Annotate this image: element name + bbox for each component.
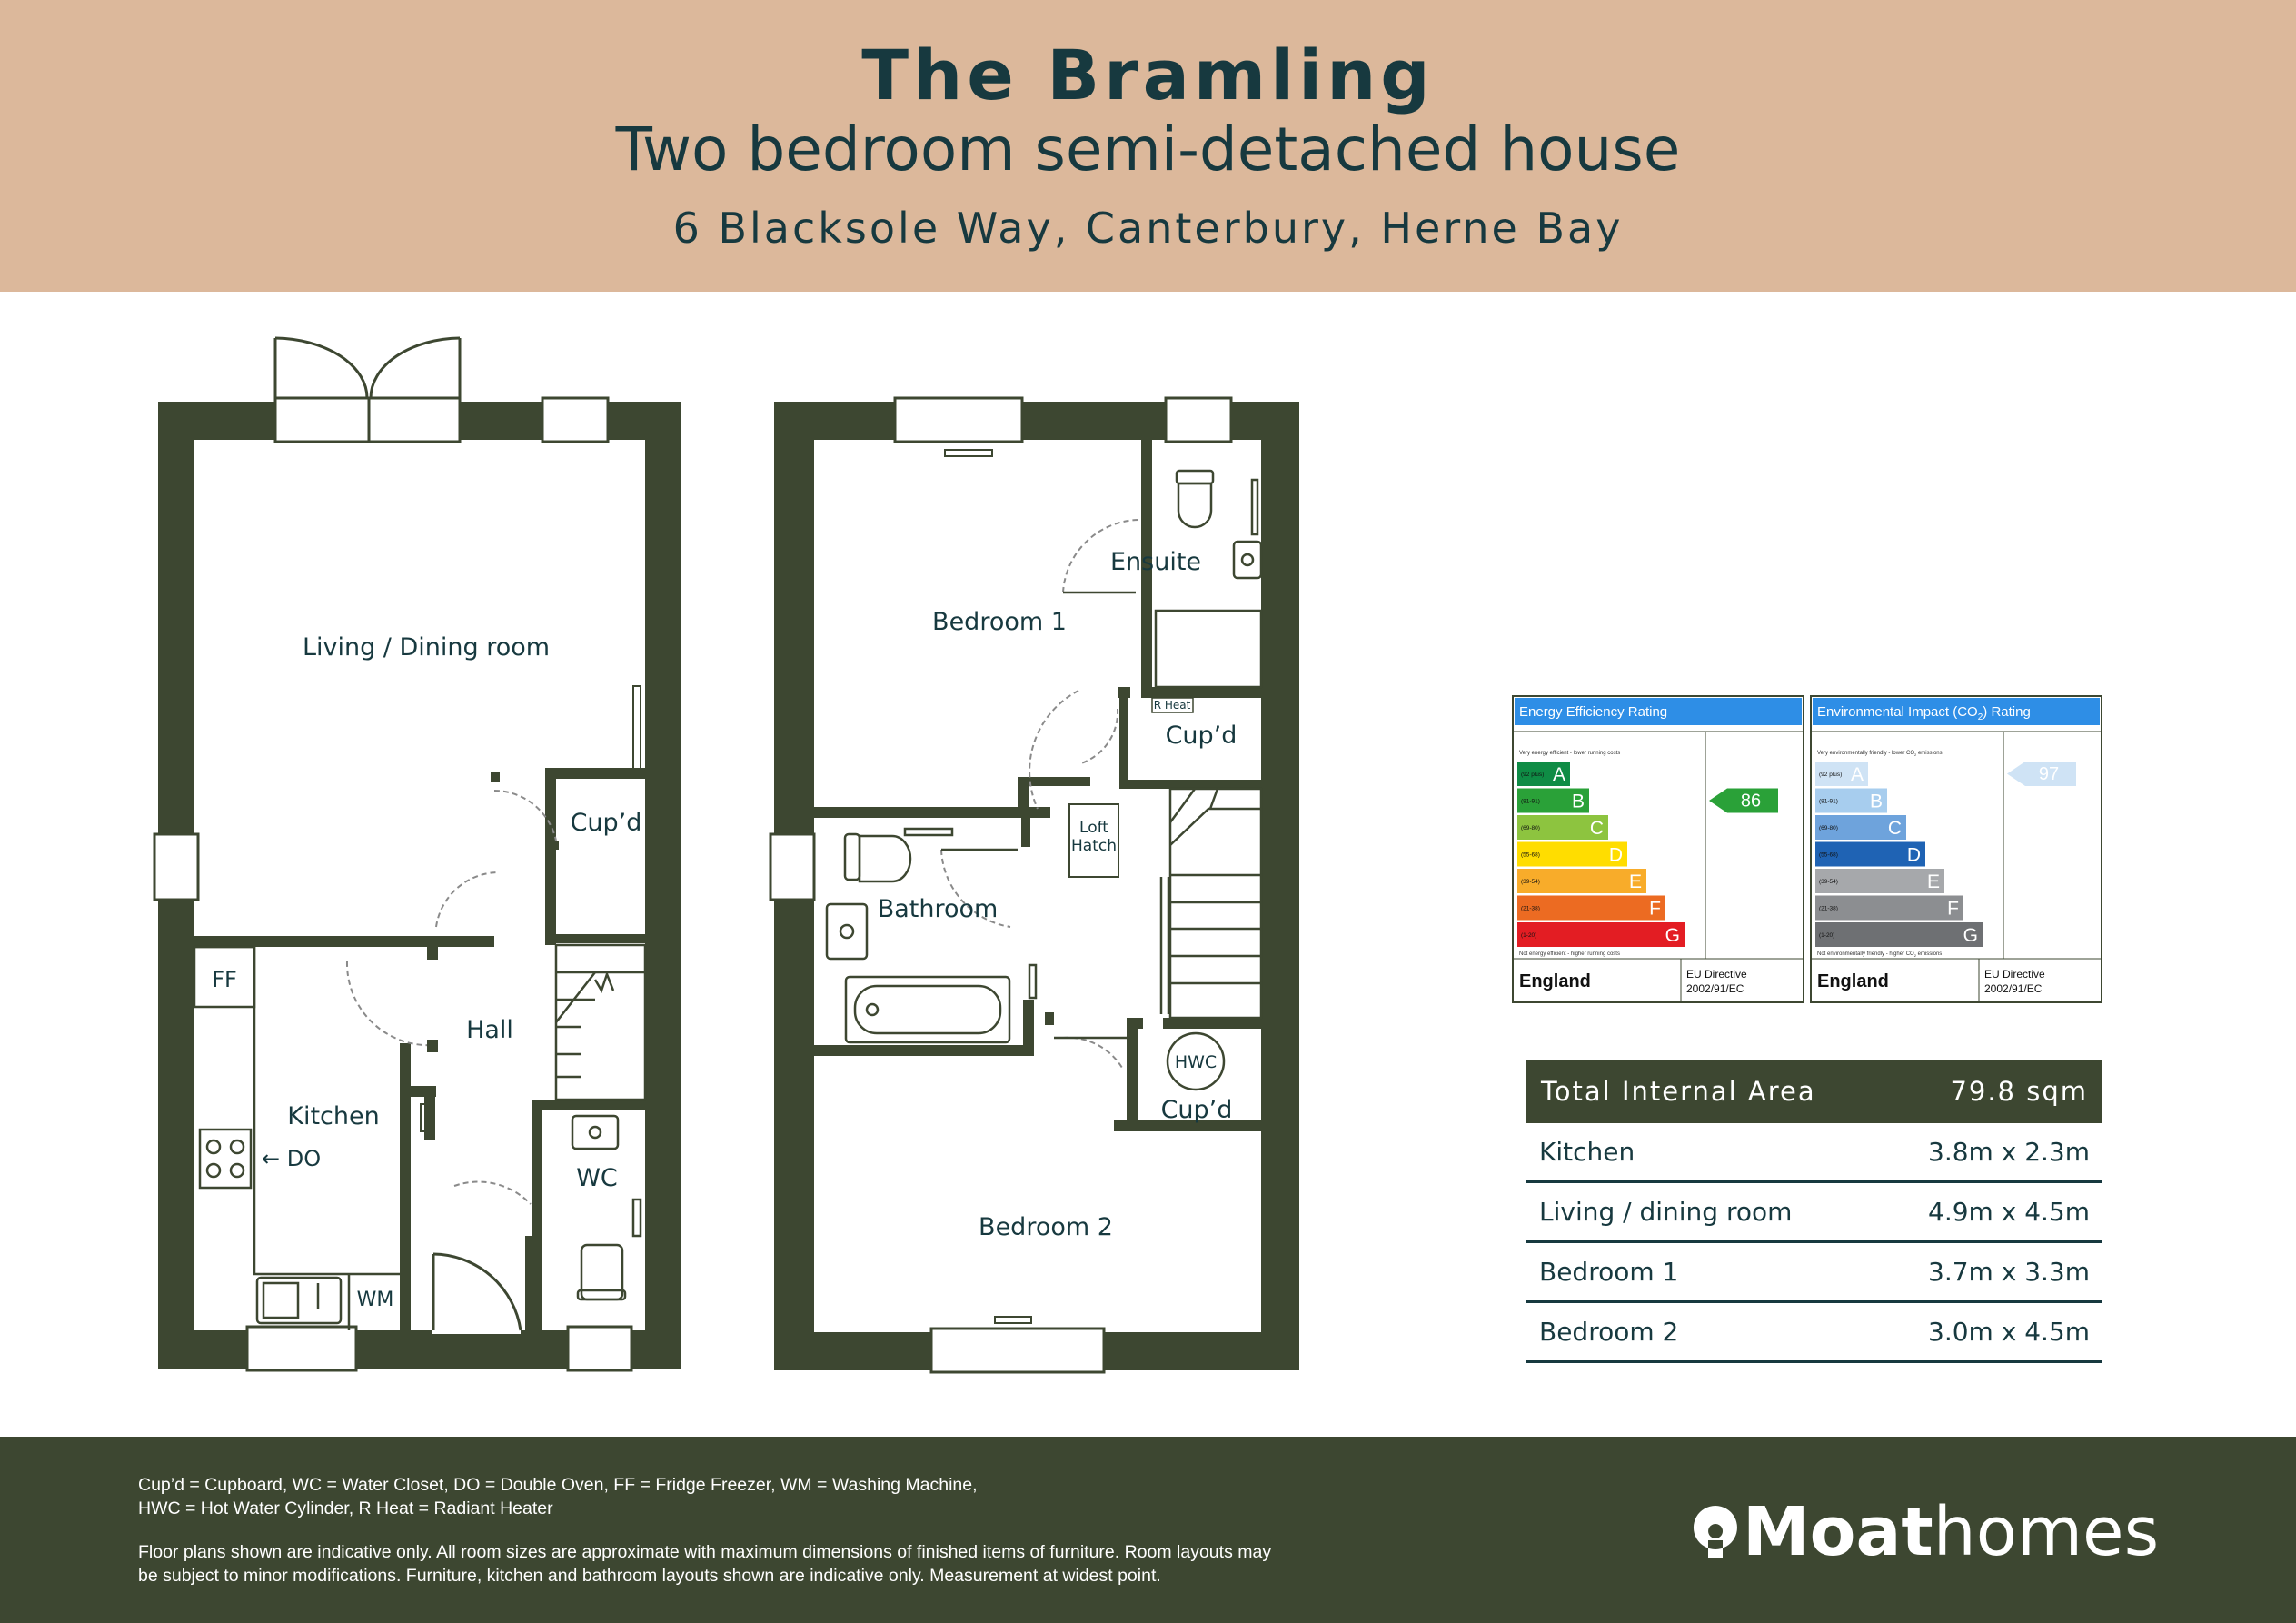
epc-band-range: (39-54) bbox=[1521, 879, 1540, 885]
env-directive1: EU Directive bbox=[1984, 968, 2045, 981]
energy-top-note: Very energy efficient - lower running costs bbox=[1519, 751, 1621, 756]
moat-logo-icon bbox=[1688, 1500, 1743, 1564]
epc-band-range: (1-20) bbox=[1819, 932, 1835, 939]
epc-band-range: (92 plus) bbox=[1521, 772, 1545, 778]
label-ff: FF bbox=[212, 967, 237, 992]
epc-band-letter: F bbox=[1649, 898, 1661, 920]
area-row-label: Kitchen bbox=[1539, 1137, 1635, 1167]
energy-bottom-note: Not energy efficient - higher running costs bbox=[1519, 951, 1620, 957]
epc-band-letter: A bbox=[1850, 764, 1864, 785]
epc-band-range: (21-38) bbox=[1819, 905, 1838, 912]
epc-rating-value: 86 bbox=[1740, 791, 1762, 812]
epc-band-range: (21-38) bbox=[1521, 905, 1540, 912]
epc-band-letter: B bbox=[1571, 791, 1585, 812]
abbreviation-legend bbox=[138, 1473, 1456, 1520]
area-row-label: Living / dining room bbox=[1539, 1197, 1793, 1227]
epc-band-g bbox=[1815, 922, 1983, 947]
brand-light: homes bbox=[1933, 1493, 2160, 1571]
epc-band-range: (1-20) bbox=[1521, 932, 1537, 939]
environmental-impact-chart bbox=[1811, 696, 2102, 1002]
label-bedroom2: Bedroom 2 bbox=[979, 1213, 1113, 1241]
epc-band-letter: C bbox=[1589, 818, 1604, 839]
env-directive2: 2002/91/EC bbox=[1984, 982, 2043, 995]
epc-band-letter: E bbox=[1628, 871, 1642, 892]
label-hwc: HWC bbox=[1174, 1052, 1218, 1072]
legend-line: HWC = Hot Water Cylinder, R Heat = Radiant Heater bbox=[138, 1499, 553, 1518]
epc-band-range: (55-68) bbox=[1521, 851, 1540, 859]
epc-band-letter: A bbox=[1552, 764, 1565, 785]
env-title: Environmental Impact $(CO_2)$ Rating bbox=[1817, 704, 2031, 722]
epc-band-range: (69-80) bbox=[1521, 825, 1540, 831]
area-total-row bbox=[1526, 1060, 2102, 1123]
label-bathroom: Bathroom bbox=[877, 895, 999, 923]
epc-band-letter: D bbox=[1906, 844, 1921, 866]
label-do: ← DO bbox=[262, 1146, 322, 1171]
epc-band-letter: C bbox=[1887, 818, 1902, 839]
epc-band-letter: F bbox=[1947, 898, 1959, 920]
label-cupd-bottom: Cup’d bbox=[1160, 1096, 1233, 1124]
epc-band-letter: B bbox=[1869, 791, 1883, 812]
epc-band-letter: D bbox=[1608, 844, 1623, 866]
moat-homes-logo bbox=[1688, 1491, 2159, 1573]
label-cupd-top: Cup’d bbox=[1165, 722, 1237, 750]
epc-band-range: (81-91) bbox=[1819, 798, 1838, 805]
energy-directive1: EU Directive bbox=[1686, 968, 1747, 981]
energy-directive2: 2002/91/EC bbox=[1686, 982, 1744, 995]
energy-title: Energy Efficiency Rating bbox=[1519, 704, 1668, 720]
epc-rating-value: 97 bbox=[2038, 764, 2060, 784]
energy-efficiency-chart bbox=[1513, 696, 1804, 1002]
area-row bbox=[1526, 1243, 2102, 1303]
label-kitchen: Kitchen bbox=[287, 1102, 380, 1130]
legend-line: Cup’d = Cupboard, WC = Water Closet, DO = Double Oven, FF = Fridge Freezer, WM = Washing Machine, bbox=[138, 1475, 978, 1495]
area-row-value: 4.9m x 4.5m bbox=[1928, 1197, 2090, 1227]
area-row-value: 3.8m x 2.3m bbox=[1928, 1137, 2090, 1167]
disclaimer-line: be subject to minor modifications. Furniture, kitchen and bathroom layouts shown are indicative only. Measurement at widest point. bbox=[138, 1566, 1161, 1586]
label-loft: Loft bbox=[1079, 819, 1108, 837]
label-hatch: Hatch bbox=[1071, 837, 1117, 855]
env-bottom-note: Not environmentally friendly - higher $CO_2$ emissions bbox=[1817, 951, 1943, 958]
epc-band-letter: E bbox=[1926, 871, 1940, 892]
area-row-label: Bedroom 1 bbox=[1539, 1257, 1679, 1287]
epc-band-range: (69-80) bbox=[1819, 825, 1838, 831]
area-row bbox=[1526, 1123, 2102, 1183]
brand-bold: Moat bbox=[1743, 1493, 1933, 1571]
energy-country: England bbox=[1519, 971, 1591, 991]
epc-band-range: (81-91) bbox=[1521, 798, 1540, 805]
label-bedroom1: Bedroom 1 bbox=[932, 608, 1067, 636]
page-subtitle: Two bedroom semi-detached house bbox=[615, 115, 1681, 184]
disclaimer-line: Floor plans shown are indicative only. All room sizes are approximate with maximum dimensions of finished items of furniture. Room layouts may bbox=[138, 1542, 1272, 1562]
label-wc: WC bbox=[576, 1164, 618, 1192]
label-living: Living / Dining room bbox=[302, 633, 551, 662]
footer bbox=[0, 1437, 2296, 1623]
property-address: 6 Blacksole Way, Canterbury, Herne Bay bbox=[672, 204, 1624, 253]
epc-band-letter: G bbox=[1963, 925, 1978, 946]
area-row-label: Bedroom 2 bbox=[1539, 1317, 1679, 1347]
label-wm: WM bbox=[356, 1289, 394, 1311]
epc-band-range: (39-54) bbox=[1819, 879, 1838, 885]
page-title: The Bramling bbox=[861, 35, 1435, 115]
label-cupd-ground: Cup’d bbox=[570, 809, 642, 837]
epc-band-range: (92 plus) bbox=[1819, 772, 1843, 778]
label-ensuite: Ensuite bbox=[1109, 548, 1202, 576]
area-row bbox=[1526, 1183, 2102, 1243]
env-country: England bbox=[1817, 971, 1889, 991]
disclaimer bbox=[138, 1540, 1456, 1588]
area-row-value: 3.0m x 4.5m bbox=[1928, 1317, 2090, 1347]
area-row bbox=[1526, 1303, 2102, 1363]
area-total-label: Total Internal Area bbox=[1541, 1076, 1816, 1107]
env-top-note: Very environmentally friendly - lower $CO_2$ emissions bbox=[1817, 751, 1943, 757]
label-hall: Hall bbox=[466, 1016, 513, 1044]
epc-band-letter: G bbox=[1665, 925, 1680, 946]
epc-band-g bbox=[1517, 922, 1685, 947]
area-total-value: 79.8 sqm bbox=[1950, 1076, 2088, 1107]
area-table bbox=[1526, 1060, 2102, 1363]
area-row-value: 3.7m x 3.3m bbox=[1928, 1257, 2090, 1287]
label-rheat: R Heat bbox=[1153, 699, 1191, 712]
epc-band-range: (55-68) bbox=[1819, 851, 1838, 859]
